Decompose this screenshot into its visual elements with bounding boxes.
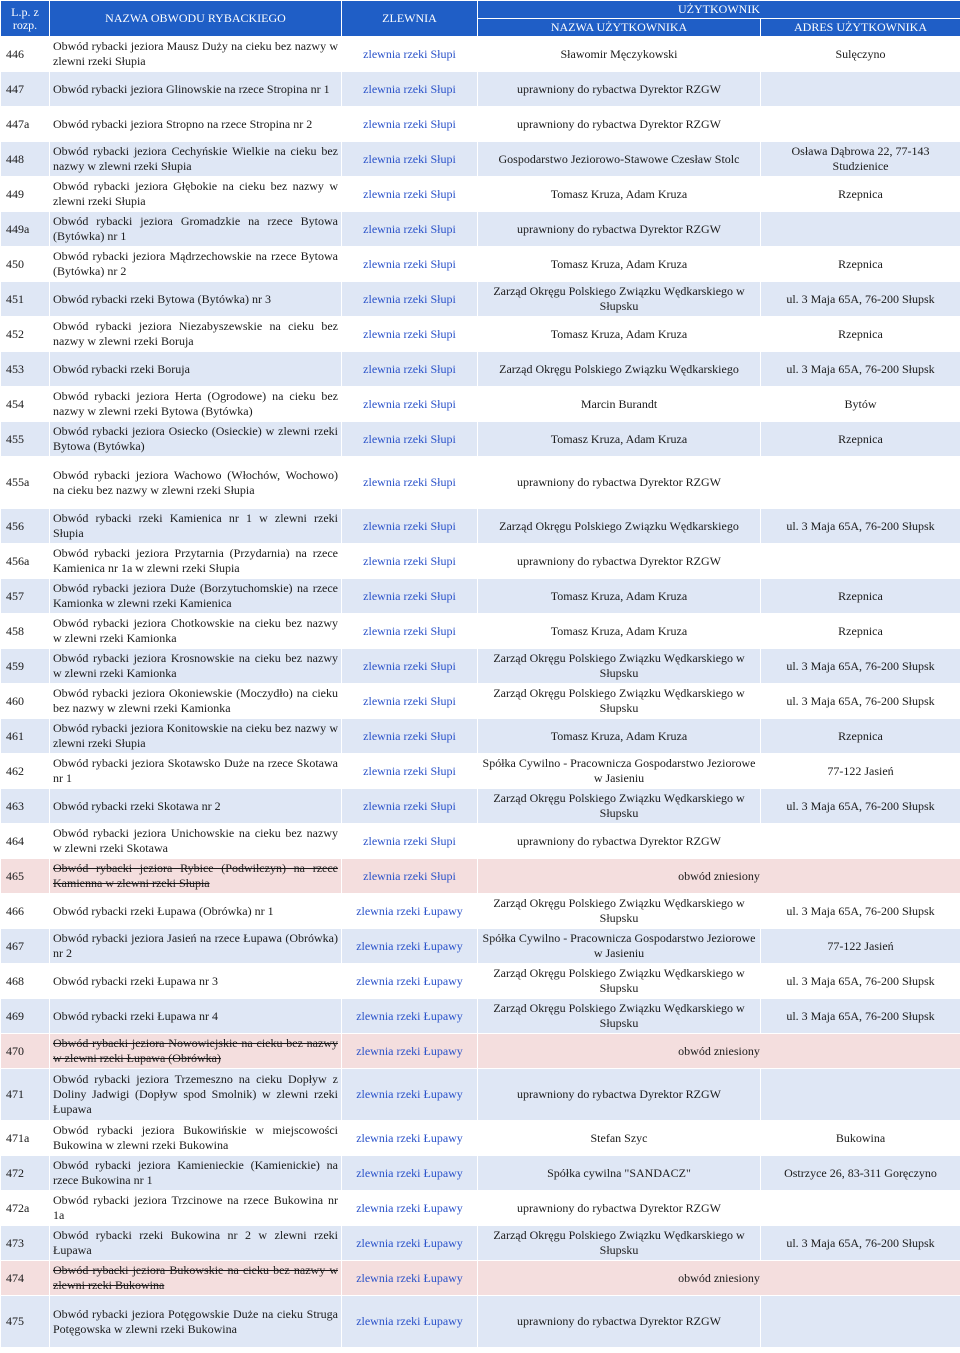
zlewnia-cell: zlewnia rzeki Słupi <box>342 579 478 614</box>
district-name: Obwód rybacki rzeki Bukowina nr 2 w zlewni rzeki Łupawa <box>50 1226 342 1261</box>
table-row <box>1 1156 960 1191</box>
zlewnia-cell: zlewnia rzeki Słupi <box>342 789 478 824</box>
row-number: 457 <box>1 579 50 614</box>
user-name: Zarząd Okręgu Polskiego Związku Wędkarskiego w Słupsku <box>478 649 761 684</box>
row-number: 456a <box>1 544 50 579</box>
user-address: Rzepnica <box>761 247 960 282</box>
user-address <box>761 544 960 579</box>
district-name: Obwód rybacki jeziora Konitowskie na cieku bez nazwy w zlewni rzeki Słupia <box>50 719 342 754</box>
zlewnia-cell: zlewnia rzeki Łupawy <box>342 999 478 1034</box>
user-address: Sulęczyno <box>761 37 960 72</box>
user-address <box>761 457 960 509</box>
user-address <box>761 824 960 859</box>
user-name: uprawniony do rybactwa Dyrektor RZGW <box>478 1191 761 1226</box>
table-row <box>1 999 960 1034</box>
user-name: uprawniony do rybactwa Dyrektor RZGW <box>478 1069 761 1121</box>
user-address <box>761 212 960 247</box>
table-row <box>1 247 960 282</box>
user-address: ul. 3 Maja 65A, 76-200 Słupsk <box>761 509 960 544</box>
user-name: Zarząd Okręgu Polskiego Związku Wędkarskiego w Słupsku <box>478 684 761 719</box>
table-row <box>1 1069 960 1121</box>
user-address: Rzepnica <box>761 177 960 212</box>
table-row <box>1 929 960 964</box>
table-row <box>1 37 960 72</box>
user-name: Tomasz Kruza, Adam Kruza <box>478 719 761 754</box>
row-number: 446 <box>1 37 50 72</box>
district-name: Obwód rybacki rzeki Łupawa (Obrówka) nr 1 <box>50 894 342 929</box>
user-address: Rzepnica <box>761 579 960 614</box>
zlewnia-cell: zlewnia rzeki Łupawy <box>342 894 478 929</box>
user-name: Gospodarstwo Jeziorowo-Stawowe Czesław Stolc <box>478 142 761 177</box>
district-name: Obwód rybacki jeziora Rybice (Podwilczyn) na rzece Kamienna w zlewni rzeki Słupia <box>50 859 342 894</box>
row-number: 447a <box>1 107 50 142</box>
user-name: Tomasz Kruza, Adam Kruza <box>478 177 761 212</box>
user-name: uprawniony do rybactwa Dyrektor RZGW <box>478 544 761 579</box>
table-row <box>1 177 960 212</box>
zlewnia-cell: zlewnia rzeki Słupi <box>342 859 478 894</box>
row-number: 462 <box>1 754 50 789</box>
row-number: 474 <box>1 1261 50 1296</box>
user-address: ul. 3 Maja 65A, 76-200 Słupsk <box>761 894 960 929</box>
header-district-name: NAZWA OBWODU RYBACKIEGO <box>50 1 342 37</box>
row-number: 458 <box>1 614 50 649</box>
table-row <box>1 1034 960 1069</box>
row-number: 471a <box>1 1121 50 1156</box>
table-row <box>1 107 960 142</box>
zlewnia-cell: zlewnia rzeki Łupawy <box>342 1156 478 1191</box>
user-address <box>761 107 960 142</box>
district-name: Obwód rybacki jeziora Krosnowskie na cieku bez nazwy w zlewni rzeki Kamionka <box>50 649 342 684</box>
district-name: Obwód rybacki jeziora Duże (Borzytuchomskie) na rzece Kamionka w zlewni rzeki Kamienica <box>50 579 342 614</box>
district-name: Obwód rybacki jeziora Nowowiejskie na cieku bez nazwy w zlewni rzeki Łupawa (Obrówka) <box>50 1034 342 1069</box>
user-address: Bukowina <box>761 1121 960 1156</box>
district-name: Obwód rybacki jeziora Bukowskie na cieku bez nazwy w zlewni rzeki Bukowina <box>50 1261 342 1296</box>
table-row <box>1 614 960 649</box>
district-name: Obwód rybacki jeziora Herta (Ogrodowe) na cieku bez nazwy w zlewni rzeki Bytowa (Bytówka) <box>50 387 342 422</box>
user-address: Osława Dąbrowa 22, 77-143 Studzienice <box>761 142 960 177</box>
zlewnia-cell: zlewnia rzeki Słupi <box>342 142 478 177</box>
user-address <box>761 1191 960 1226</box>
user-name: uprawniony do rybactwa Dyrektor RZGW <box>478 457 761 509</box>
header-user-group: UŻYTKOWNIK <box>478 1 960 19</box>
user-address: ul. 3 Maja 65A, 76-200 Słupsk <box>761 999 960 1034</box>
zlewnia-cell: zlewnia rzeki Łupawy <box>342 1069 478 1121</box>
row-number: 463 <box>1 789 50 824</box>
user-name: Tomasz Kruza, Adam Kruza <box>478 422 761 457</box>
district-name: Obwód rybacki jeziora Głębokie na cieku bez nazwy w zlewni rzeki Słupia <box>50 177 342 212</box>
header-user-name: NAZWA UŻYTKOWNIKA <box>478 19 761 37</box>
user-name: Spółka cywilna "SANDACZ" <box>478 1156 761 1191</box>
table-row <box>1 457 960 509</box>
zlewnia-cell: zlewnia rzeki Słupi <box>342 509 478 544</box>
district-name: Obwód rybacki jeziora Gromadzkie na rzece Bytowa (Bytówka) nr 1 <box>50 212 342 247</box>
user-address: Rzepnica <box>761 719 960 754</box>
table-row <box>1 1296 960 1348</box>
user-name: uprawniony do rybactwa Dyrektor RZGW <box>478 72 761 107</box>
zlewnia-cell: zlewnia rzeki Słupi <box>342 352 478 387</box>
district-name: Obwód rybacki jeziora Cechyńskie Wielkie na cieku bez nazwy w zlewni rzeki Słupia <box>50 142 342 177</box>
zlewnia-cell: zlewnia rzeki Słupi <box>342 107 478 142</box>
district-name: Obwód rybacki rzeki Skotawa nr 2 <box>50 789 342 824</box>
row-number: 451 <box>1 282 50 317</box>
user-address <box>761 72 960 107</box>
table-row <box>1 387 960 422</box>
zlewnia-cell: zlewnia rzeki Łupawy <box>342 964 478 999</box>
zlewnia-cell: zlewnia rzeki Słupi <box>342 317 478 352</box>
user-address <box>761 1069 960 1121</box>
user-address <box>761 1296 960 1348</box>
district-name: Obwód rybacki jeziora Mądrzechowskie na rzece Bytowa (Bytówka) nr 2 <box>50 247 342 282</box>
district-name: Obwód rybacki jeziora Chotkowskie na cieku bez nazwy w zlewni rzeki Kamionka <box>50 614 342 649</box>
table-row <box>1 754 960 789</box>
row-number: 460 <box>1 684 50 719</box>
table-row <box>1 212 960 247</box>
row-number: 449a <box>1 212 50 247</box>
header-user-address: ADRES UŻYTKOWNIKA <box>761 19 960 37</box>
user-name: Marcin Burandt <box>478 387 761 422</box>
table-row <box>1 72 960 107</box>
abolished-note: obwód zniesiony <box>478 1034 960 1069</box>
district-name: Obwód rybacki jeziora Jasień na rzece Łupawa (Obrówka) nr 2 <box>50 929 342 964</box>
district-name: Obwód rybacki jeziora Skotawsko Duże na rzece Skotawa nr 1 <box>50 754 342 789</box>
zlewnia-cell: zlewnia rzeki Słupi <box>342 282 478 317</box>
user-name: Zarząd Okręgu Polskiego Związku Wędkarskiego <box>478 352 761 387</box>
zlewnia-cell: zlewnia rzeki Słupi <box>342 614 478 649</box>
table-row <box>1 352 960 387</box>
user-name: Zarząd Okręgu Polskiego Związku Wędkarskiego w Słupsku <box>478 999 761 1034</box>
row-number: 475 <box>1 1296 50 1348</box>
district-name: Obwód rybacki rzeki Łupawa nr 3 <box>50 964 342 999</box>
row-number: 464 <box>1 824 50 859</box>
user-address: 77-122 Jasień <box>761 754 960 789</box>
zlewnia-cell: zlewnia rzeki Słupi <box>342 212 478 247</box>
table-row <box>1 824 960 859</box>
zlewnia-cell: zlewnia rzeki Słupi <box>342 684 478 719</box>
table-row <box>1 282 960 317</box>
user-name: uprawniony do rybactwa Dyrektor RZGW <box>478 824 761 859</box>
user-address: ul. 3 Maja 65A, 76-200 Słupsk <box>761 282 960 317</box>
zlewnia-cell: zlewnia rzeki Słupi <box>342 754 478 789</box>
user-name: Zarząd Okręgu Polskiego Związku Wędkarskiego w Słupsku <box>478 282 761 317</box>
row-number: 472 <box>1 1156 50 1191</box>
row-number: 452 <box>1 317 50 352</box>
abolished-note: obwód zniesiony <box>478 859 960 894</box>
table-row <box>1 422 960 457</box>
district-name: Obwód rybacki jeziora Trzemeszno na cieku Dopływ z Doliny Jadwigi (Dopływ spod Smolnik) w zlewni rzeki Łupawa <box>50 1069 342 1121</box>
district-name: Obwód rybacki jeziora Osiecko (Osieckie) w zlewni rzeki Bytowa (Bytówka) <box>50 422 342 457</box>
user-address: Ostrzyce 26, 83-311 Goręczyno <box>761 1156 960 1191</box>
abolished-note: obwód zniesiony <box>478 1261 960 1296</box>
table-row <box>1 317 960 352</box>
table-row <box>1 859 960 894</box>
district-name: Obwód rybacki jeziora Potęgowskie Duże na cieku Struga Potęgowska w zlewni rzeki Bukowina <box>50 1296 342 1348</box>
row-number: 468 <box>1 964 50 999</box>
user-name: Tomasz Kruza, Adam Kruza <box>478 247 761 282</box>
table-row <box>1 509 960 544</box>
zlewnia-cell: zlewnia rzeki Łupawy <box>342 1191 478 1226</box>
table-row <box>1 684 960 719</box>
user-address: Bytów <box>761 387 960 422</box>
user-address: ul. 3 Maja 65A, 76-200 Słupsk <box>761 1226 960 1261</box>
row-number: 450 <box>1 247 50 282</box>
district-name: Obwód rybacki rzeki Łupawa nr 4 <box>50 999 342 1034</box>
user-address: ul. 3 Maja 65A, 76-200 Słupsk <box>761 352 960 387</box>
zlewnia-cell: zlewnia rzeki Łupawy <box>342 1261 478 1296</box>
district-name: Obwód rybacki jeziora Stropno na rzece Stropina nr 2 <box>50 107 342 142</box>
zlewnia-cell: zlewnia rzeki Słupi <box>342 72 478 107</box>
table-body <box>1 37 960 1348</box>
row-number: 471 <box>1 1069 50 1121</box>
district-name: Obwód rybacki rzeki Kamienica nr 1 w zlewni rzeki Słupia <box>50 509 342 544</box>
row-number: 472a <box>1 1191 50 1226</box>
row-number: 459 <box>1 649 50 684</box>
row-number: 470 <box>1 1034 50 1069</box>
header-lp: L.p. z rozp. <box>1 1 50 37</box>
table-row <box>1 544 960 579</box>
zlewnia-cell: zlewnia rzeki Słupi <box>342 544 478 579</box>
district-name: Obwód rybacki jeziora Przytarnia (Przydarnia) na rzece Kamienica nr 1a w zlewni rzeki Słupia <box>50 544 342 579</box>
table-row <box>1 894 960 929</box>
zlewnia-cell: zlewnia rzeki Słupi <box>342 177 478 212</box>
row-number: 453 <box>1 352 50 387</box>
zlewnia-cell: zlewnia rzeki Słupi <box>342 247 478 282</box>
row-number: 465 <box>1 859 50 894</box>
table-row <box>1 789 960 824</box>
table-row <box>1 142 960 177</box>
user-name: uprawniony do rybactwa Dyrektor RZGW <box>478 1296 761 1348</box>
row-number: 447 <box>1 72 50 107</box>
row-number: 469 <box>1 999 50 1034</box>
zlewnia-cell: zlewnia rzeki Słupi <box>342 649 478 684</box>
district-name: Obwód rybacki jeziora Okoniewskie (Moczydło) na cieku bez nazwy w zlewni rzeki Kamionka <box>50 684 342 719</box>
table-row <box>1 1261 960 1296</box>
zlewnia-cell: zlewnia rzeki Słupi <box>342 719 478 754</box>
table-header <box>1 1 960 37</box>
user-name: Spółka Cywilno - Pracownicza Gospodarstwo Jeziorowe w Jasieniu <box>478 754 761 789</box>
zlewnia-cell: zlewnia rzeki Łupawy <box>342 929 478 964</box>
district-name: Obwód rybacki jeziora Glinowskie na rzece Stropina nr 1 <box>50 72 342 107</box>
zlewnia-cell: zlewnia rzeki Łupawy <box>342 1034 478 1069</box>
user-name: Tomasz Kruza, Adam Kruza <box>478 614 761 649</box>
user-address: ul. 3 Maja 65A, 76-200 Słupsk <box>761 684 960 719</box>
row-number: 473 <box>1 1226 50 1261</box>
zlewnia-cell: zlewnia rzeki Łupawy <box>342 1226 478 1261</box>
table-row <box>1 1121 960 1156</box>
user-name: Zarząd Okręgu Polskiego Związku Wędkarskiego w Słupsku <box>478 894 761 929</box>
zlewnia-cell: zlewnia rzeki Słupi <box>342 457 478 509</box>
user-address: 77-122 Jasień <box>761 929 960 964</box>
district-name: Obwód rybacki jeziora Bukowińskie w miejscowości Bukowina w zlewni rzeki Bukowina <box>50 1121 342 1156</box>
row-number: 456 <box>1 509 50 544</box>
row-number: 455 <box>1 422 50 457</box>
district-name: Obwód rybacki rzeki Bytowa (Bytówka) nr 3 <box>50 282 342 317</box>
user-name: Spółka Cywilno - Pracownicza Gospodarstwo Jeziorowe w Jasieniu <box>478 929 761 964</box>
row-number: 466 <box>1 894 50 929</box>
user-name: Sławomir Męczykowski <box>478 37 761 72</box>
user-name: Zarząd Okręgu Polskiego Związku Wędkarskiego w Słupsku <box>478 789 761 824</box>
district-name: Obwód rybacki jeziora Unichowskie na cieku bez nazwy w zlewni rzeki Skotawa <box>50 824 342 859</box>
zlewnia-cell: zlewnia rzeki Słupi <box>342 422 478 457</box>
user-name: Tomasz Kruza, Adam Kruza <box>478 579 761 614</box>
district-name: Obwód rybacki jeziora Wachowo (Włochów, Wochowo) na cieku bez nazwy w zlewni rzeki Słupia <box>50 457 342 509</box>
user-address: Rzepnica <box>761 422 960 457</box>
user-name: uprawniony do rybactwa Dyrektor RZGW <box>478 107 761 142</box>
user-address: ul. 3 Maja 65A, 76-200 Słupsk <box>761 649 960 684</box>
table-row <box>1 1226 960 1261</box>
row-number: 448 <box>1 142 50 177</box>
row-number: 461 <box>1 719 50 754</box>
user-address: Rzepnica <box>761 614 960 649</box>
header-zlewnia: ZLEWNIA <box>342 1 478 37</box>
user-name: Stefan Szyc <box>478 1121 761 1156</box>
user-address: ul. 3 Maja 65A, 76-200 Słupsk <box>761 789 960 824</box>
table-row <box>1 719 960 754</box>
district-name: Obwód rybacki jeziora Kamienieckie (Kamienickie) na rzece Bukowina nr 1 <box>50 1156 342 1191</box>
district-name: Obwód rybacki jeziora Trzcinowe na rzece Bukowina nr 1a <box>50 1191 342 1226</box>
district-name: Obwód rybacki jeziora Niezabyszewskie na cieku bez nazwy w zlewni rzeki Boruja <box>50 317 342 352</box>
user-address: Rzepnica <box>761 317 960 352</box>
user-name: Zarząd Okręgu Polskiego Związku Wędkarskiego w Słupsku <box>478 1226 761 1261</box>
row-number: 449 <box>1 177 50 212</box>
zlewnia-cell: zlewnia rzeki Łupawy <box>342 1296 478 1348</box>
table-row <box>1 1191 960 1226</box>
user-name: uprawniony do rybactwa Dyrektor RZGW <box>478 212 761 247</box>
table-row <box>1 649 960 684</box>
row-number: 454 <box>1 387 50 422</box>
district-name: Obwód rybacki jeziora Mausz Duży na cieku bez nazwy w zlewni rzeki Słupia <box>50 37 342 72</box>
zlewnia-cell: zlewnia rzeki Łupawy <box>342 1121 478 1156</box>
table-row <box>1 964 960 999</box>
table-row <box>1 579 960 614</box>
user-address: ul. 3 Maja 65A, 76-200 Słupsk <box>761 964 960 999</box>
zlewnia-cell: zlewnia rzeki Słupi <box>342 387 478 422</box>
user-name: Zarząd Okręgu Polskiego Związku Wędkarskiego w Słupsku <box>478 964 761 999</box>
user-name: Zarząd Okręgu Polskiego Związku Wędkarskiego <box>478 509 761 544</box>
zlewnia-cell: zlewnia rzeki Słupi <box>342 824 478 859</box>
user-name: Tomasz Kruza, Adam Kruza <box>478 317 761 352</box>
zlewnia-cell: zlewnia rzeki Słupi <box>342 37 478 72</box>
district-name: Obwód rybacki rzeki Boruja <box>50 352 342 387</box>
row-number: 467 <box>1 929 50 964</box>
row-number: 455a <box>1 457 50 509</box>
